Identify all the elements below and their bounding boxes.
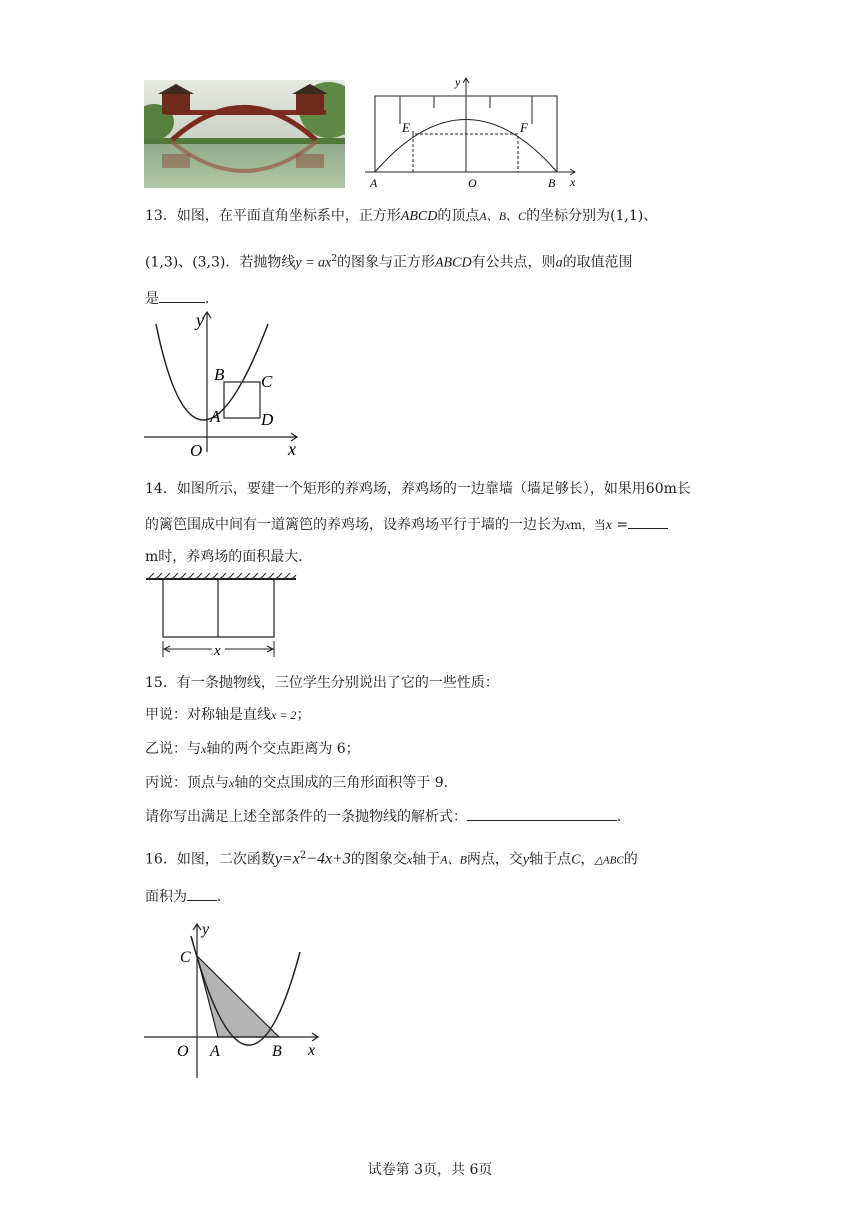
- q15-line5: 请你写出满足上述全部条件的一条抛物线的解析式： ．: [145, 806, 631, 827]
- q14-figure: [146, 573, 298, 663]
- label-A: A: [210, 407, 221, 426]
- q15-line2: 甲说：对称轴是直线x = 2；: [145, 707, 311, 723]
- label-B: B: [214, 365, 225, 384]
- q14-line2: 的篱笆围成中间有一道篱笆的养鸡场，设养鸡场平行于墙的一边长为xm，当x =: [145, 514, 668, 536]
- label-B: B: [548, 176, 556, 190]
- bridge-diagram: [360, 72, 590, 192]
- label-x: x: [214, 643, 221, 659]
- label-C: C: [180, 949, 191, 966]
- label-F: F: [520, 120, 528, 135]
- q13-line2: (1,3)、(3,3)．若抛物线$y = ax^2$的图象与正方形ABCD有公共点，则a的取值范围: [145, 254, 633, 271]
- label-y: y: [455, 75, 461, 89]
- label-A: A: [210, 1043, 220, 1060]
- label-A: A: [370, 176, 378, 190]
- q15-line3: 乙说：与x轴的两个交点距离为 6；: [145, 741, 360, 757]
- q15-line4: 丙说：顶点与x轴的交点围成的三角形面积等于 9．: [145, 775, 458, 791]
- label-y: y: [196, 310, 204, 330]
- label-B: B: [272, 1043, 282, 1060]
- label-E: E: [402, 120, 410, 135]
- q16-line2: 面积为 ．: [145, 886, 231, 907]
- answer-blank: [628, 514, 668, 529]
- q16-figure: [140, 920, 330, 1082]
- label-x: x: [308, 1042, 316, 1059]
- q13-figure: [140, 306, 310, 458]
- bridge-photo: [144, 80, 345, 188]
- label-O: O: [177, 1043, 189, 1060]
- label-O: O: [190, 441, 203, 458]
- answer-blank: [467, 806, 617, 821]
- label-D: D: [261, 410, 274, 429]
- q13-line1: 13．如图，在平面直角坐标系中，正方形ABCD的顶点A、B、C的坐标分别为(1,1)、: [145, 208, 658, 224]
- q16-line1: 16．如图，二次函数$y=x^2-4x+3$的图象交x轴于A、B两点，交y轴于点C，△ABC的: [145, 850, 638, 868]
- q13-line3: 是 ．: [145, 288, 219, 309]
- label-x: x: [570, 175, 576, 189]
- label-C: C: [261, 372, 273, 391]
- q15-line1: 15．有一条抛物线，三位学生分别说出了它的一些性质：: [145, 675, 499, 691]
- label-y: y: [202, 921, 210, 938]
- answer-blank: [187, 886, 217, 901]
- page-footer: 试卷第 3页，共 6页: [367, 1162, 493, 1178]
- label-O: O: [468, 176, 477, 190]
- answer-blank: [159, 288, 205, 303]
- q14-line3: m时，养鸡场的面积最大．: [145, 549, 313, 565]
- q14-line1: 14．如图所示，要建一个矩形的养鸡场，养鸡场的一边靠墙（墙足够长），如果用60m长: [145, 481, 691, 497]
- label-x: x: [288, 439, 296, 458]
